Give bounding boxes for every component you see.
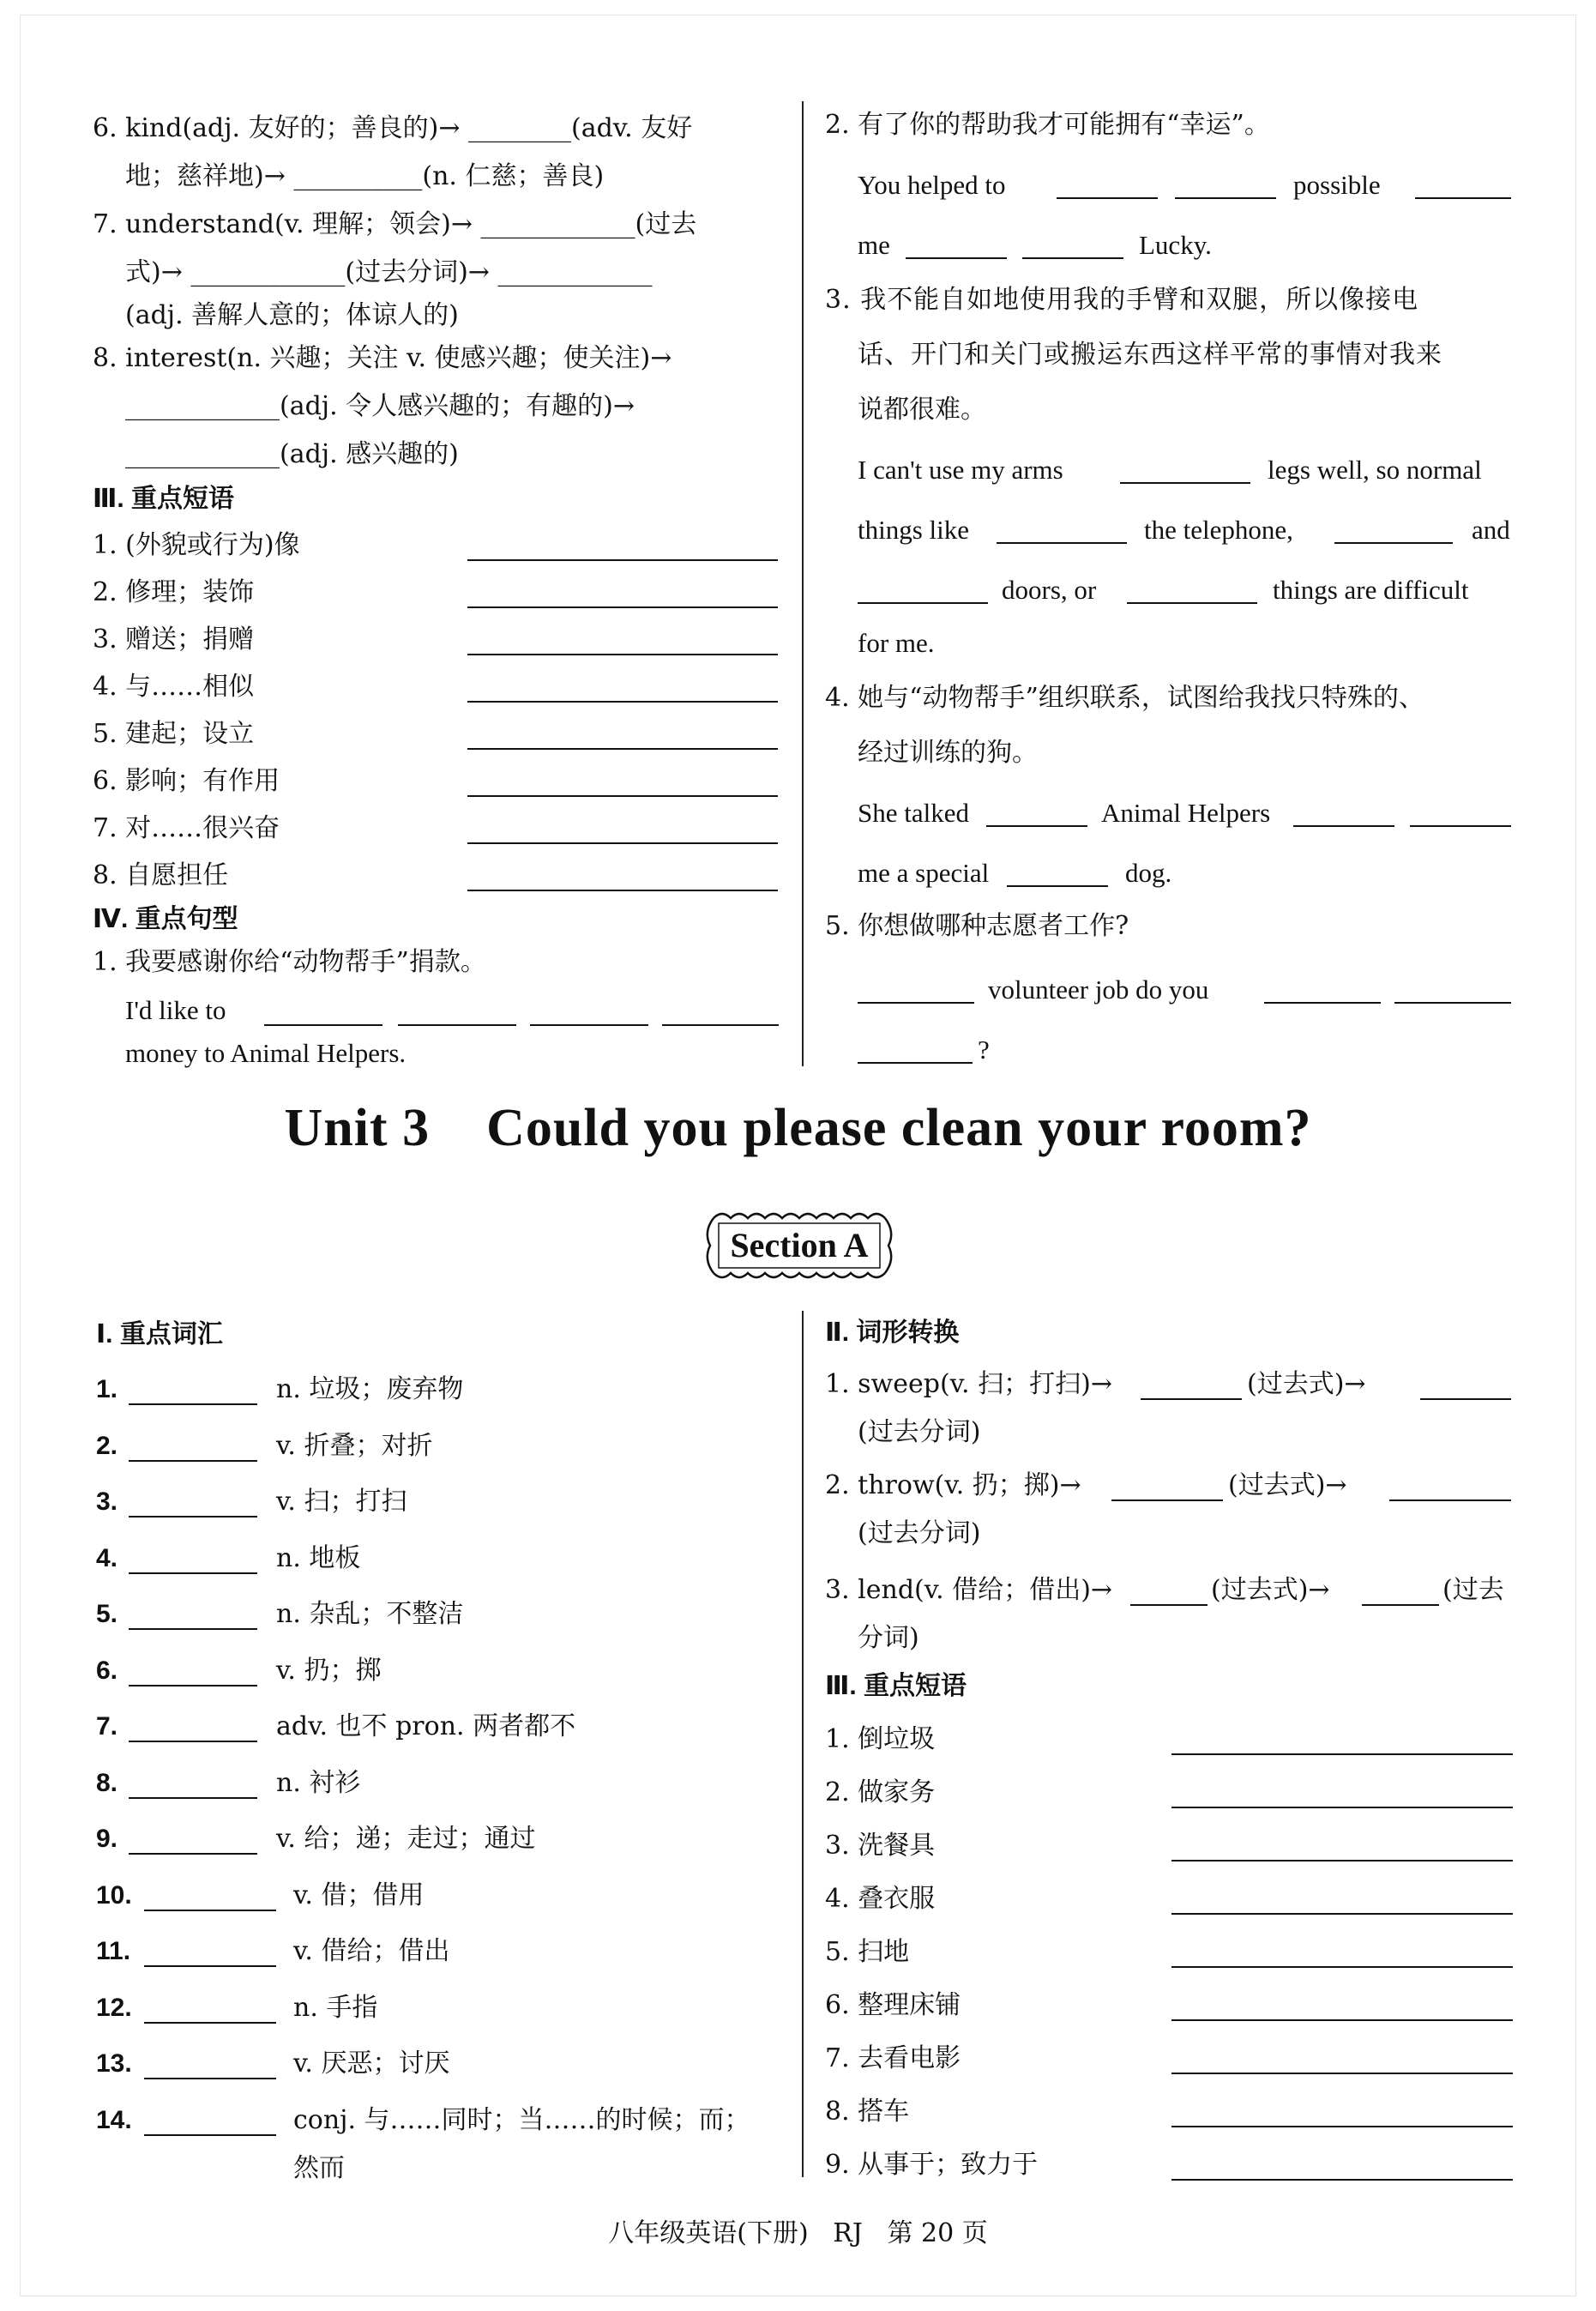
vocab-number: 13. [96,2049,132,2078]
answer-blank[interactable] [129,1795,257,1799]
answer-blank[interactable] [986,824,1087,827]
answer-blank[interactable] [144,2133,276,2136]
answer-blank[interactable] [129,1626,257,1630]
answer-blank[interactable] [662,1023,779,1026]
answer-blank[interactable] [467,652,778,655]
phrase-item: 1. (外貌或行为)像 [93,530,300,560]
answer-blank[interactable] [1171,1752,1513,1755]
answer-blank[interactable] [858,1000,974,1004]
phrase-item: 9. 从事于；致力于 [825,2150,1039,2180]
phrase-item: 7. 去看电影 [825,2043,961,2073]
vocab-definition: v. 厌恶；讨厌 [293,2049,450,2079]
vocab-definition: v. 扔；掷 [276,1656,382,1686]
vocab-number: 2. [96,1432,118,1460]
phrases-heading-bottom: Ⅲ. 重点短语 [825,1672,967,1700]
vocab-definition: v. 借；借用 [293,1880,425,1910]
answer-blank[interactable] [1362,1602,1439,1606]
phrase-item: 6. 影响；有作用 [93,766,280,796]
sentence-4-chinese-2: 经过训练的狗。 [858,738,1038,768]
vocab-definition: n. 地板 [276,1543,361,1573]
phrases-heading-top: Ⅲ. 重点短语 [93,485,235,513]
word-line-8a: 8. interest(n. 兴趣；关注 v. 使感兴趣；使关注)→ [93,343,672,373]
vocab-definition: v. 借给；借出 [293,1936,450,1966]
phrase-item: 2. 做家务 [825,1777,936,1807]
sentence-3-english-3: doors, or [1002,575,1097,605]
answer-blank[interactable] [997,540,1127,544]
sentence-2-english-c: me [858,230,890,260]
sentence-4-chinese-1: 4. 她与“动物帮手”组织联系，试图给我找只特殊的、 [825,683,1424,713]
vocab-number: 7. [96,1712,118,1741]
vocab-number: 14. [96,2106,132,2134]
answer-blank[interactable] [1022,256,1123,259]
answer-blank[interactable] [1057,196,1158,199]
answer-blank[interactable] [1389,1498,1511,1501]
vocab-number: 5. [96,1600,118,1628]
answer-blank[interactable] [858,600,988,604]
vocab-definition: v. 扫；打扫 [276,1487,407,1517]
vocab-number: 1. [96,1375,118,1403]
phrase-item: 5. 建起；设立 [93,719,255,749]
answer-blank[interactable] [1130,1602,1208,1606]
word-line-6b: 地；慈祥地)→ __________(n. 仁慈；善良) [125,161,605,191]
answer-blank[interactable] [1410,824,1511,827]
vocab-number: 6. [96,1656,118,1685]
phrase-item: 7. 对……很兴奋 [93,813,280,843]
sentence-4-english-1b: Animal Helpers [1101,798,1271,828]
answer-blank[interactable] [467,841,778,844]
vocab-number: 9. [96,1825,118,1853]
answer-blank[interactable] [129,1402,257,1405]
word-form-2: 2. throw(v. 扔；掷)→ [825,1470,1081,1500]
word-form-3-pp-cont: 分词) [858,1623,919,1653]
answer-blank[interactable] [144,1908,276,1911]
answer-blank[interactable] [1171,2177,1513,2181]
vocab-number: 4. [96,1544,118,1572]
answer-blank[interactable] [1171,2071,1513,2074]
sentence-3-chinese-3: 说都很难。 [858,395,986,425]
phrase-item: 2. 修理；装饰 [93,577,255,607]
vocab-definition: v. 给；递；走过；通过 [276,1824,536,1854]
answer-blank[interactable] [1175,196,1276,199]
vocab-definition-cont: 然而 [293,2153,345,2183]
answer-blank[interactable] [1007,884,1108,887]
sentence-3-english-4: for me. [858,628,935,658]
sentence-1-english: I'd like to [125,995,226,1025]
sentence-3-chinese-1: 3. 我不能自如地使用我的手臂和双腿，所以像接电 [825,285,1419,315]
answer-blank[interactable] [129,1514,257,1518]
word-form-1: 1. sweep(v. 扫；打扫)→ [825,1369,1112,1399]
answer-blank[interactable] [1120,480,1250,484]
word-line-7c: (adj. 善解人意的；体谅人的) [125,300,459,330]
answer-blank[interactable] [467,699,778,703]
word-form-2-past: (过去式)→ [1228,1470,1347,1500]
sentence-4-english-2: me a special [858,858,990,888]
vocab-definition: adv. 也不 pron. 两者都不 [276,1711,576,1741]
word-form-3: 3. lend(v. 借给；借出)→ [825,1575,1113,1605]
answer-blank[interactable] [129,1458,257,1462]
word-line-8b: ____________(adj. 令人感兴趣的；有趣的)→ [125,391,635,421]
answer-blank[interactable] [129,1683,257,1686]
word-form-1-past: (过去式)→ [1247,1369,1366,1399]
vocab-definition: n. 衬衫 [276,1768,361,1798]
answer-blank[interactable] [1171,1858,1513,1861]
vocab-definition: n. 手指 [293,1993,378,2023]
sentence-3-english-1b: legs well, so normal [1268,455,1482,485]
sentence-2-english: You helped to [858,170,1006,200]
answer-blank[interactable] [1141,1397,1242,1400]
word-forms-heading: Ⅱ. 词形转换 [825,1318,960,1347]
answer-blank[interactable] [1171,1805,1513,1808]
vocab-definition: n. 杂乱；不整洁 [276,1599,464,1629]
answer-blank[interactable] [1171,2124,1513,2127]
phrase-item: 8. 搭车 [825,2097,910,2127]
word-line-6a: 6. kind(adj. 友好的；善良的)→ ________(adv. 友好 [93,113,693,143]
answer-blank[interactable] [1171,1911,1513,1915]
answer-blank[interactable] [1334,540,1453,544]
column-divider-bottom [802,1311,804,2177]
sentence-4-english-1: She talked [858,798,969,828]
section-badge-label: Section A [730,1226,869,1264]
sentence-5-english: volunteer job do you [988,974,1209,1005]
answer-blank[interactable] [530,1023,648,1026]
answer-blank[interactable] [144,2020,276,2024]
word-line-8c: ____________(adj. 感兴趣的) [125,439,459,469]
answer-blank[interactable] [467,558,778,561]
answer-blank[interactable] [129,1851,257,1855]
answer-blank[interactable] [1293,824,1394,827]
answer-blank[interactable] [1127,600,1257,604]
answer-blank[interactable] [467,605,778,608]
answer-blank[interactable] [129,1571,257,1574]
answer-blank[interactable] [1111,1498,1223,1501]
column-divider-top [802,101,804,1066]
sentence-1-chinese: 1. 我要感谢你给“动物帮手”捐款。 [93,947,486,977]
sentence-5-chinese: 5. 你想做哪种志愿者工作? [825,911,1129,941]
vocab-definition: conj. 与……同时；当……的时候；而； [293,2105,750,2135]
page-footer: 八年级英语(下册) RJ 第 20 页 [608,2218,988,2248]
vocab-number: 10. [96,1881,132,1910]
answer-blank[interactable] [144,1964,276,1967]
answer-blank[interactable] [1171,1964,1513,1968]
word-form-3-pp: (过去 [1442,1575,1504,1605]
sentence-3-english-1: I can't use my arms [858,455,1063,485]
sentence-3-chinese-2: 话、开门和关门或搬运东西这样平常的事情对我来 [858,340,1442,370]
word-line-7b: 式)→ ____________(过去分词)→ ____________ [125,257,653,287]
vocab-number: 12. [96,1994,132,2022]
phrase-item: 5. 扫地 [825,1937,910,1967]
answer-blank[interactable] [467,746,778,750]
word-form-2-pp: (过去分词) [858,1518,981,1548]
phrase-item: 8. 自愿担任 [93,860,229,890]
sentence-3-english-2: things like [858,515,970,545]
sentence-2-chinese: 2. 有了你的帮助我才可能拥有“幸运”。 [825,110,1270,140]
answer-blank[interactable] [906,256,1007,259]
answer-blank[interactable] [1171,2018,1513,2021]
answer-blank[interactable] [264,1023,382,1026]
vocab-number: 8. [96,1769,118,1797]
word-form-1-pp: (过去分词) [858,1417,981,1447]
answer-blank[interactable] [858,1060,973,1064]
vocab-number: 11. [96,1937,131,1965]
sentence-4-english-2b: dog. [1125,858,1172,888]
phrase-item: 3. 赠送；捐赠 [93,625,255,655]
phrase-item: 4. 叠衣服 [825,1884,936,1914]
word-line-7a: 7. understand(v. 理解；领会)→ ____________(过去 [93,209,697,239]
phrase-item: 1. 倒垃圾 [825,1724,936,1754]
sentence-2-english-b: possible [1293,170,1381,200]
phrase-item: 4. 与……相似 [93,672,255,702]
vocab-definition: n. 垃圾；废弃物 [276,1374,464,1404]
answer-blank[interactable] [1264,1000,1381,1004]
answer-blank[interactable] [467,888,778,891]
answer-blank[interactable] [467,793,778,797]
answer-blank[interactable] [1394,1000,1511,1004]
sentence-3-english-3b: things are difficult [1273,575,1469,605]
section-badge [696,1203,902,1288]
sentence-3-english-2b: the telephone, [1144,515,1293,545]
word-form-3-past: (过去式)→ [1211,1575,1330,1605]
sentence-5-english-end: ? [978,1035,990,1065]
vocab-heading: Ⅰ. 重点词汇 [96,1320,223,1349]
sentence-2-english-d: Lucky. [1139,230,1212,260]
answer-blank[interactable] [144,2076,276,2079]
vocab-definition: v. 折叠；对折 [276,1431,433,1461]
answer-blank[interactable] [129,1739,257,1742]
sentence-1-english-cont: money to Animal Helpers. [125,1038,407,1068]
phrase-item: 3. 洗餐具 [825,1831,936,1861]
sentence-3-english-2c: and [1472,515,1510,545]
answer-blank[interactable] [1415,196,1511,199]
vocab-number: 3. [96,1487,118,1516]
answer-blank[interactable] [398,1023,516,1026]
answer-blank[interactable] [1420,1397,1511,1400]
unit-title: Unit 3 Could you please clean your room? [284,1099,1312,1157]
sentences-heading: Ⅳ. 重点句型 [93,905,238,933]
phrase-item: 6. 整理床铺 [825,1990,961,2020]
